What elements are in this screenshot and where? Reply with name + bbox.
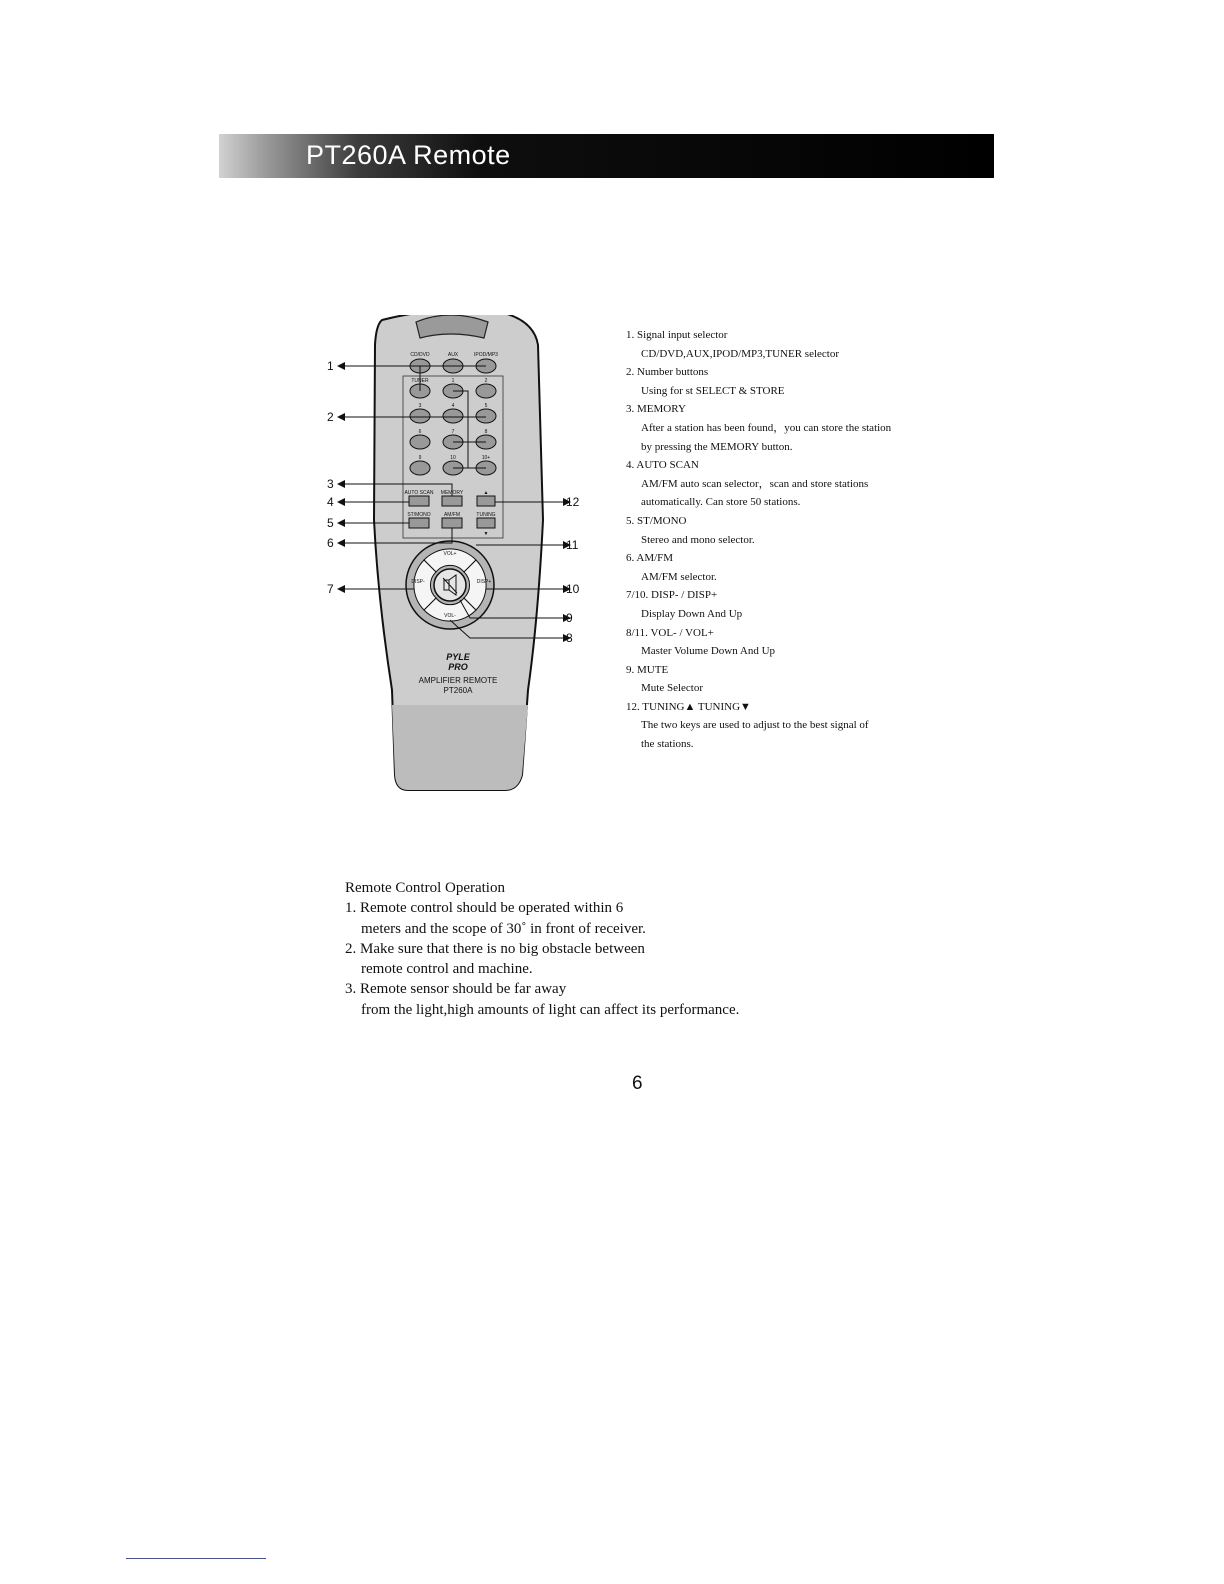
num-10-label: 10: [450, 455, 456, 461]
legend-item-head: 3. MEMORY: [626, 403, 686, 416]
am-fm-label: AM/FM: [443, 512, 461, 518]
legend-item-desc: automatically. Can store 50 stations.: [641, 496, 801, 509]
operation-item: 2. Make sure that there is no big obstacle between: [345, 940, 645, 957]
page-number: 6: [632, 1073, 643, 1094]
legend-item-desc: Master Volume Down And Up: [641, 645, 776, 658]
brand-model-line1: AMPLIFIER REMOTE: [418, 676, 498, 685]
num-5-label: 5: [484, 403, 488, 409]
legend-item-desc: AM/FM auto scan selector，scan and store stations: [641, 477, 869, 490]
ir-window: [416, 315, 488, 338]
button-legend: [626, 326, 966, 754]
callout-2: 2: [327, 410, 334, 424]
tuning-label: TUNING: [476, 512, 496, 518]
num-6-button[interactable]: [410, 435, 430, 449]
operation-item: 1. Remote control should be operated within 6: [345, 900, 624, 917]
legend-item-head: 9. MUTE: [626, 663, 669, 676]
remote-operation-section: [345, 878, 905, 1020]
legend-item-desc: Display Down And Up: [641, 607, 743, 620]
brand-name: PYLE: [446, 652, 470, 662]
legend-item-desc: Using for st SELECT & STORE: [641, 384, 785, 397]
operation-item-continued: meters and the scope of 30˚ in front of receiver.: [361, 920, 646, 937]
brand-model-line2: PT260A: [443, 686, 473, 695]
memory-button[interactable]: [442, 496, 462, 506]
callout-arrow-7: [337, 585, 345, 593]
legend-item-desc: The two keys are used to adjust to the best signal of: [641, 719, 869, 732]
remote-figure: [320, 315, 590, 795]
num-5-button[interactable]: [476, 409, 496, 423]
aux-label: AUX: [447, 352, 459, 358]
st-mono-label: ST/MONO: [407, 512, 431, 518]
num-8-label: 8: [484, 429, 488, 435]
callout-3: 3: [327, 477, 334, 491]
legend-item-head: 5. ST/MONO: [626, 514, 687, 527]
num-9-label: 9: [418, 455, 422, 461]
callout-arrow-5: [337, 519, 345, 527]
callout-arrow-4: [337, 498, 345, 506]
tuning-down-arrow-icon: ▼: [483, 531, 489, 537]
am-fm-button[interactable]: [442, 518, 462, 528]
num-2-label: 2: [484, 378, 488, 384]
page-title: PT260A Remote: [306, 140, 511, 170]
callout-8: 8: [566, 631, 573, 645]
num-2-button[interactable]: [476, 384, 496, 398]
vol-up-label: VOL+: [443, 551, 457, 557]
disp-up-label: DISP+: [476, 579, 492, 585]
tuning-down-button[interactable]: [477, 518, 495, 528]
control-pad: [406, 541, 494, 629]
callout-arrow-1: [337, 362, 345, 370]
operation-item: 3. Remote sensor should be far away: [345, 981, 567, 998]
callout-9: 9: [566, 611, 573, 625]
callout-arrow-2: [337, 413, 345, 421]
legend-item-desc: Mute Selector: [641, 682, 704, 695]
callout-4: 4: [327, 495, 334, 509]
memory-label: MEMORY: [440, 490, 464, 496]
ipod-mp3-label: IPOD/MP3: [474, 352, 498, 358]
vol-down-label: VOL-: [444, 613, 456, 619]
legend-item-head: 7/10. DISP- / DISP+: [626, 589, 718, 602]
legend-item-head: 12. TUNING▲ TUNING▼: [626, 700, 751, 713]
footnote-rule: [126, 1558, 266, 1559]
legend-item-head: 2. Number buttons: [626, 366, 709, 379]
callout-11: 11: [566, 538, 579, 552]
legend-item-desc: CD/DVD,AUX,IPOD/MP3,TUNER selector: [641, 347, 839, 360]
callout-arrow-6: [337, 539, 345, 547]
auto-scan-button[interactable]: [409, 496, 429, 506]
num-4-label: 4: [451, 403, 455, 409]
remote-body-lower: [392, 705, 528, 790]
legend-item-desc: the stations.: [641, 738, 694, 751]
num-3-button[interactable]: [410, 409, 430, 423]
disp-down-label: DISP-: [411, 579, 425, 585]
callout-6: 6: [327, 536, 334, 550]
callout-5: 5: [327, 516, 334, 530]
num-9-button[interactable]: [410, 461, 430, 475]
num-7-label: 7: [451, 429, 455, 435]
callout-12: 12: [566, 495, 580, 509]
callout-1: 1: [327, 359, 334, 373]
num-6-label: 6: [418, 429, 422, 435]
num-4-button[interactable]: [443, 409, 463, 423]
operation-item-continued: from the light,high amounts of light can affect its performance.: [361, 1001, 740, 1018]
cd-dvd-label: CD/DVD: [410, 352, 430, 358]
legend-item-desc: After a station has been found，you can store the station: [641, 421, 892, 434]
callout-arrow-3: [337, 480, 345, 488]
num-10plus-label: 10+: [481, 455, 491, 461]
tuning-up-arrow-icon: ▲: [483, 490, 489, 496]
legend-item-head: 1. Signal input selector: [626, 329, 728, 341]
input-selector-buttons: [410, 352, 498, 373]
legend-item-desc: by pressing the MEMORY button.: [641, 440, 793, 453]
legend-item-head: 4. AUTO SCAN: [626, 459, 699, 472]
legend-item-desc: Stereo and mono selector.: [641, 533, 755, 546]
brand-sub: PRO: [448, 662, 468, 672]
legend-item-head: 8/11. VOL- / VOL+: [626, 626, 714, 639]
header-bar: [219, 134, 994, 178]
callout-7: 7: [327, 582, 334, 596]
num-1-label: 1: [451, 378, 455, 384]
operation-item-continued: remote control and machine.: [361, 961, 533, 978]
auto-scan-label: AUTO SCAN: [404, 490, 434, 496]
num-3-label: 3: [418, 403, 422, 409]
callout-10: 10: [566, 582, 580, 596]
tuning-up-button[interactable]: [477, 496, 495, 506]
tuner-label: TUNER: [411, 378, 429, 384]
operation-title: Remote Control Operation: [345, 880, 505, 896]
legend-item-desc: AM/FM selector.: [641, 570, 717, 583]
st-mono-button[interactable]: [409, 518, 429, 528]
legend-item-head: 6. AM/FM: [626, 552, 674, 565]
